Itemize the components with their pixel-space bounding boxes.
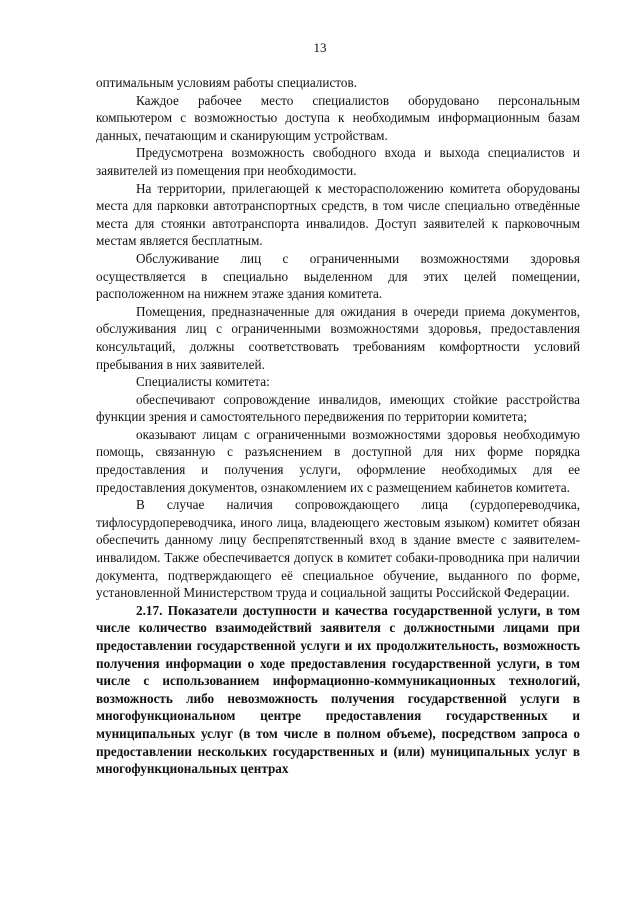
paragraph-9: оказывают лицам с ограниченными возможностями здоровья необходимую помощь, связанную с разъяснением в доступной для них форме порядка предоставления и получения услуги, оформление необходимых для ее предоставления документов, ознакомлением их с размещением кабинетов комитета. <box>96 426 580 495</box>
paragraph-2: Каждое рабочее место специалистов оборудовано персональным компьютером с возможностью доступа к необходимым информационным базам данных, печатающим и сканирующим устройствам. <box>96 92 580 143</box>
section-heading-2-17: 2.17. Показатели доступности и качества государственной услуги, в том числе количество взаимодействий заявителя с должностными лицами при предоставлении государственной услуги и их продолжительность, возможность получения информации о ходе предоставления государственной услуги, в том числе с использованием информационно-коммуникационных технологий, возможность либо невозможность получения государственной услуги в многофункциональном центре предоставления государственных и муниципальных услуг (в том числе в полном объеме), посредством запроса о предоставлении нескольких государственных и (или) муниципальных услуг в многофункциональных центрах <box>96 602 580 777</box>
document-body <box>96 74 580 778</box>
paragraph-5: Обслуживание лиц с ограниченными возможностями здоровья осуществляется в специально выделенном для этих целей помещении, расположенном на нижнем этаже здания комитета. <box>96 250 580 302</box>
paragraph-1: оптимальным условиям работы специалистов. <box>96 75 358 90</box>
paragraph-4: На территории, прилегающей к месторасположению комитета оборудованы места для парковки автотранспортных средств, в том числе специально отведённые места для стоянки автотранспорта инвалидов. Доступ заявителей к парковочным местам является бесплатным. <box>96 180 580 249</box>
paragraph-8: обеспечивают сопровождение инвалидов, имеющих стойкие расстройства функции зрения и самостоятельного передвижения по территории комитета; <box>96 391 580 425</box>
paragraph-3: Предусмотрена возможность свободного входа и выхода специалистов и заявителей из помещения при необходимости. <box>96 145 580 178</box>
paragraph-6: Помещения, предназначенные для ожидания в очереди приема документов, обслуживания лиц с ограниченными возможностями здоровья, предоставления консультаций, должны соответствовать требованиям комфортности условий пребывания в них заявителей. <box>96 303 580 372</box>
paragraph-7: Специалисты комитета: <box>136 374 270 390</box>
paragraph-10: В случае наличия сопровождающего лица (сурдопереводчика, тифлосурдопереводчика, иного лица, владеющего жестовым языком) комитет обязан обеспечить данному лицу беспрепятственный вход в здание вместе с заявителем-инвалидом. Также обеспечивается допуск в комитет собаки-проводника при наличии документа, подтверждающего её специальное обучение, выданного по форме, установленной Министерством труда и социальной защиты Российской Федерации. <box>96 497 580 601</box>
page-number: 13 <box>313 40 327 55</box>
